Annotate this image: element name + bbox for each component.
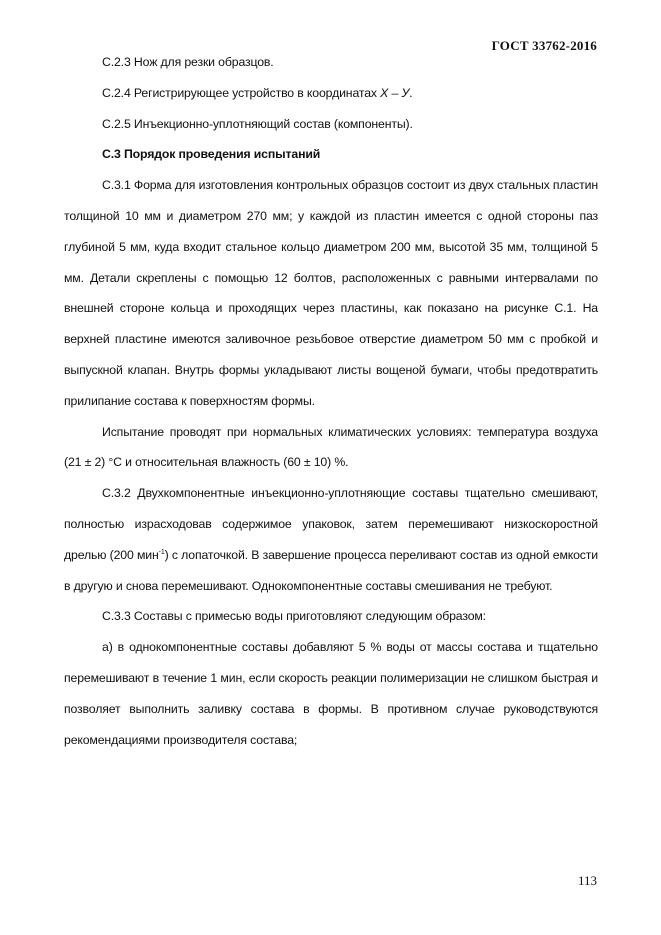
unit-superscript: -1 <box>158 548 165 556</box>
paragraph-c-2-4-end: . <box>409 85 413 100</box>
paragraph-c-3-3-a: а) в однокомпонентные составы добавляют 5 % воды от массы состава и тщательно перемешивают в течение 1 мин, если скорость реакции полимеризации не слишком быстрая и позволяет выполнить заливку состава в формы. В противном случае руководствуются рекомендациями производителя состава; <box>64 640 598 747</box>
document-header: ГОСТ 33762-2016 <box>491 38 597 53</box>
section-heading: С.3 Порядок проведения испытаний <box>102 147 321 162</box>
paragraph-c-2-5: С.2.5 Инъекционно-уплотняющий состав (компоненты). <box>102 116 413 131</box>
paragraph-test-conditions: Испытание проводят при нормальных климатических условиях: температура воздуха (21 ± 2) °С и относительная влажность (60 ± 10) %. <box>64 424 598 470</box>
paragraph-c-3-2-part2: ) с лопаточкой. В завершение процесса переливают состав из одной емкости в другую и снова перемешивают. Однокомпонентные составы смешивания не требуют. <box>64 547 599 593</box>
paragraph-c-2-4 <box>64 78 598 109</box>
paragraph-c-3-1: С.3.1 Форма для изготовления контрольных образцов состоит из двух стальных пластин толщиной 10 мм и диаметром 270 мм; у каждой из пластин имеется с одной стороны паз глубиной 5 мм, куда входит стальное кольцо диаметром 200 мм, высотой 35 мм, толщиной 5 мм. Детали скреплены с помощью 12 болтов, расположенных с равными интервалами по внешней стороне кольца и проходящих через пластины, как показано на рисунке С.1. На верхней пластине имеются заливочное резьбовое отверстие диаметром 50 мм с пробкой и выпускной клапан. Внутрь формы укладывают листы вощеной бумаги, чтобы предотвратить прилипание состава к поверхностям формы. <box>64 178 598 408</box>
coordinate-axes: X – У <box>380 85 410 100</box>
paragraph-c-3-2 <box>64 478 598 601</box>
paragraph-c-3-2-part1: С.3.2 Двухкомпонентные инъекционно-уплотняющие составы тщательно смешивают, полностью израсходовав содержимое упаковок, затем перемешивают низкоскоростной дрелью (200 мин <box>64 486 598 562</box>
paragraph-c-3-3: С.3.3 Составы с примесью воды приготовляют следующим образом: <box>102 609 486 624</box>
paragraph-c-2-4-text: С.2.4 Регистрирующее устройство в координатах <box>102 85 381 100</box>
page-number: 113 <box>577 873 597 888</box>
document-body <box>64 47 598 755</box>
paragraph-c-2-3: С.2.3 Нож для резки образцов. <box>102 55 274 69</box>
